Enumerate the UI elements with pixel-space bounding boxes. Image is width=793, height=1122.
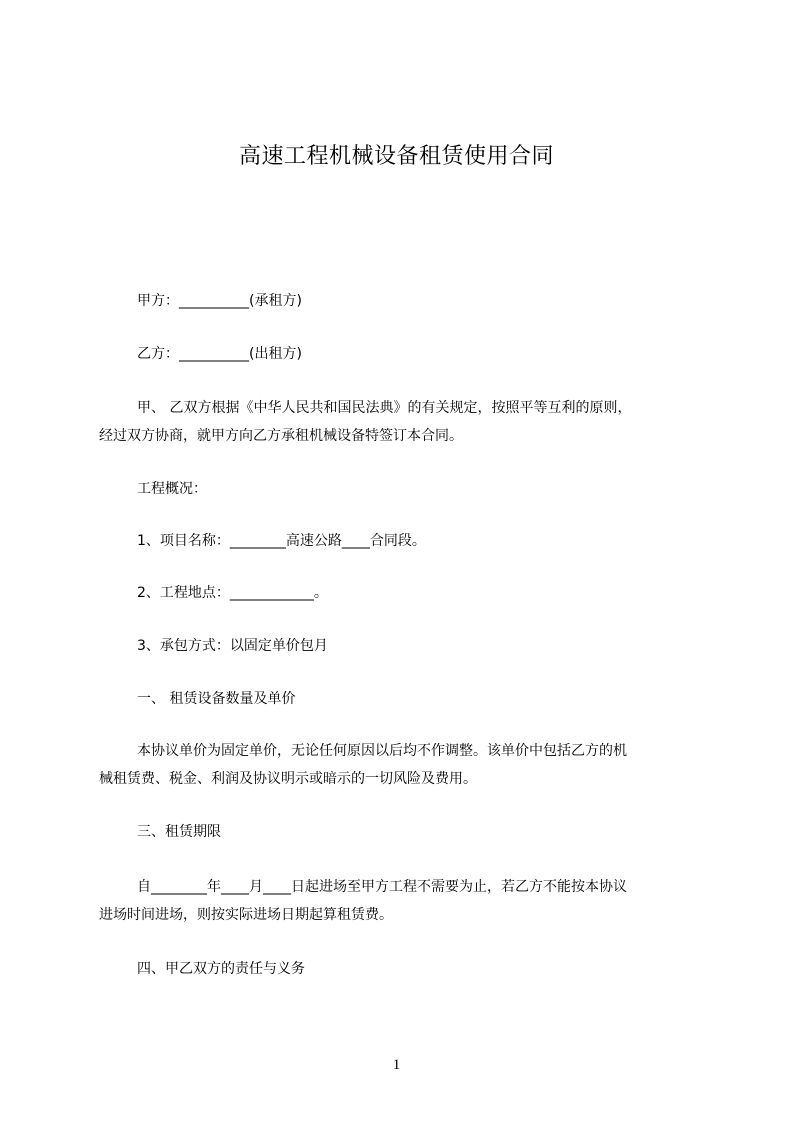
- section-1-paragraph: [99, 737, 699, 793]
- document-title: 高速工程机械设备租赁使用合同: [238, 144, 554, 169]
- page-number: 1: [392, 1057, 401, 1073]
- section-1-heading: 一、 租赁设备数量及单价: [137, 691, 296, 707]
- section-1-line-2: 械租赁费、税金、利润及协议明示或暗示的一切风险及费用。: [99, 771, 477, 787]
- overview-item-project-name: 1、项目名称：________高速公路____合同段。: [137, 533, 426, 549]
- section-4-heading: 四、甲乙双方的责任与义务: [137, 961, 305, 977]
- party-a-line: 甲方：__________(承租方): [137, 293, 302, 309]
- intro-paragraph: [99, 394, 699, 450]
- section-3-line-1: 自________年____月____日起进场至甲方工程不需要为止，若乙方不能按本协议: [137, 879, 627, 895]
- section-3-heading: 三、租赁期限: [137, 824, 221, 840]
- section-3-paragraph: [99, 873, 699, 929]
- party-b-line: 乙方：__________(出租方): [137, 346, 302, 362]
- overview-item-location: 2、工程地点：____________。: [137, 585, 328, 601]
- overview-item-contract-type: 3、承包方式：以固定单价包月: [137, 638, 328, 654]
- section-1-line-1: 本协议单价为固定单价，无论任何原因以后均不作调整。该单价中包括乙方的机: [137, 743, 627, 759]
- intro-line-2: 经过双方协商，就甲方向乙方承租机械设备特签订本合同。: [99, 428, 463, 444]
- intro-line-1: 甲、 乙双方根据《中华人民共和国民法典》的有关规定，按照平等互利的原则，: [137, 400, 632, 416]
- overview-heading: 工程概况：: [137, 481, 207, 497]
- section-3-line-2: 进场时间进场，则按实际进场日期起算租赁费。: [99, 907, 393, 923]
